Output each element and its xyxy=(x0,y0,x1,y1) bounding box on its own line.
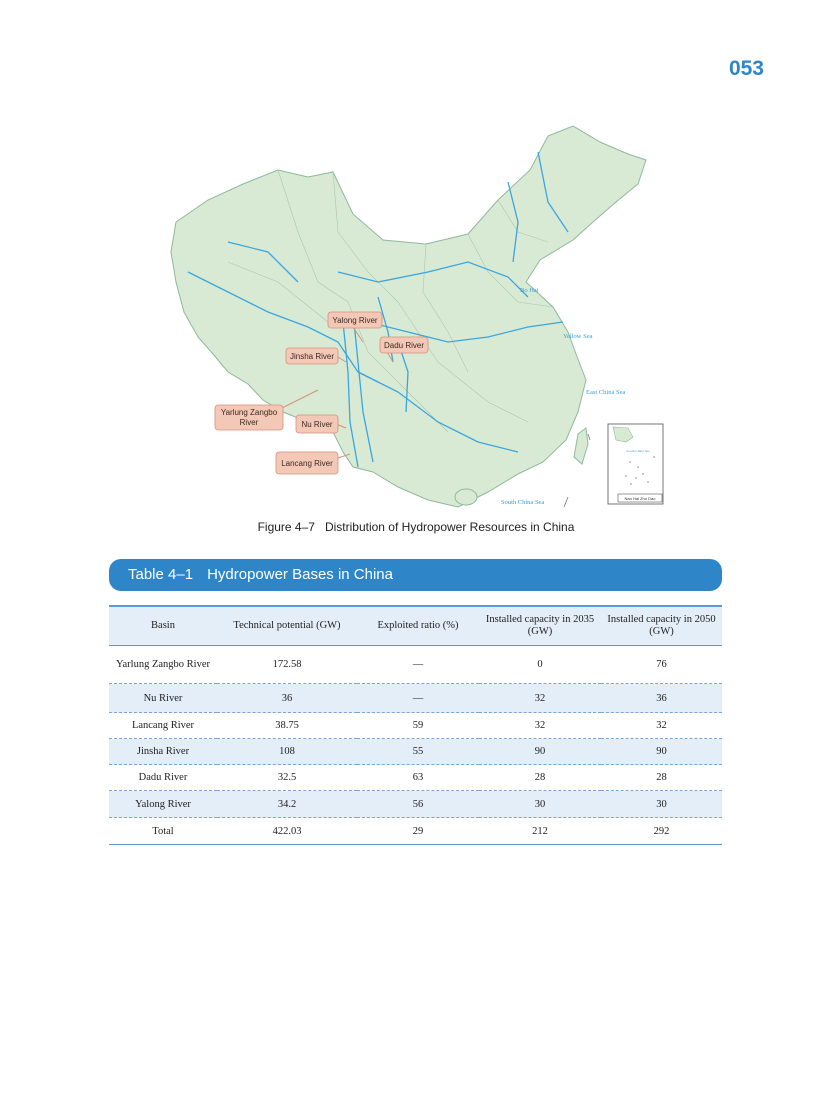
svg-text:Yalong River: Yalong River xyxy=(332,316,378,325)
table-row xyxy=(109,713,722,739)
table-header-row xyxy=(109,606,722,646)
col-header-capacity-2035: Installed capacity in 2035 (GW) xyxy=(479,606,601,646)
china-hydropower-map xyxy=(168,122,668,514)
cell-exploited-ratio: 56 xyxy=(357,791,479,818)
cell-capacity-2035: 30 xyxy=(479,791,601,818)
svg-text:Nu River: Nu River xyxy=(301,420,333,429)
table-row-total xyxy=(109,818,722,845)
cell-technical-potential: 422.03 xyxy=(217,818,357,845)
cell-exploited-ratio: 59 xyxy=(357,713,479,739)
cell-capacity-2050: 76 xyxy=(601,646,722,684)
river-label-jinsha xyxy=(286,348,338,364)
cell-technical-potential: 38.75 xyxy=(217,713,357,739)
river-label-yalong xyxy=(328,312,382,328)
cell-capacity-2050: 90 xyxy=(601,739,722,765)
cell-basin: Total xyxy=(109,818,217,845)
cell-technical-potential: 108 xyxy=(217,739,357,765)
cell-capacity-2035: 0 xyxy=(479,646,601,684)
cell-exploited-ratio: 63 xyxy=(357,765,479,791)
svg-text:Nan Hai Zhu Dao: Nan Hai Zhu Dao xyxy=(624,496,656,501)
svg-text:South China Sea: South China Sea xyxy=(626,449,650,453)
table-row xyxy=(109,791,722,818)
table-row xyxy=(109,739,722,765)
page-number: 053 xyxy=(728,57,764,80)
river-label-dadu xyxy=(380,337,428,353)
cell-capacity-2050: 292 xyxy=(601,818,722,845)
cell-capacity-2035: 212 xyxy=(479,818,601,845)
cell-exploited-ratio: — xyxy=(357,684,479,713)
sea-label-bohai: Bo Hai xyxy=(520,287,539,294)
cell-capacity-2035: 32 xyxy=(479,713,601,739)
figure-caption-text: Distribution of Hydropower Resources in China xyxy=(324,520,575,534)
cell-basin: Yarlung Zangbo River xyxy=(109,646,217,684)
cell-basin: Dadu River xyxy=(109,765,217,791)
table-row xyxy=(109,684,722,713)
river-label-yarlung-line2: River xyxy=(239,418,259,427)
table-title-banner xyxy=(109,559,722,591)
svg-text:Lancang River: Lancang River xyxy=(281,459,333,468)
cell-exploited-ratio: 55 xyxy=(357,739,479,765)
col-header-basin: Basin xyxy=(109,606,217,646)
cell-capacity-2050: 28 xyxy=(601,765,722,791)
cell-technical-potential: 32.5 xyxy=(217,765,357,791)
river-label-lancang xyxy=(276,452,338,474)
sea-label-east-china: East China Sea xyxy=(586,389,626,396)
cell-capacity-2050: 32 xyxy=(601,713,722,739)
sea-label-south-china: South China Sea xyxy=(501,499,545,506)
cell-basin: Jinsha River xyxy=(109,739,217,765)
table-row xyxy=(109,765,722,791)
col-header-capacity-2050: Installed capacity in 2050 (GW) xyxy=(601,606,722,646)
cell-capacity-2035: 90 xyxy=(479,739,601,765)
river-label-nu xyxy=(296,415,338,433)
cell-capacity-2035: 32 xyxy=(479,684,601,713)
cell-capacity-2050: 36 xyxy=(601,684,722,713)
svg-text:Jinsha River: Jinsha River xyxy=(289,352,335,361)
col-header-exploited-ratio: Exploited ratio (%) xyxy=(357,606,479,646)
taiwan-island xyxy=(574,428,588,464)
cell-technical-potential: 172.58 xyxy=(217,646,357,684)
sea-label-yellow: Yellow Sea xyxy=(563,333,593,340)
hainan-island xyxy=(455,489,477,505)
table-row xyxy=(109,646,722,684)
south-china-sea-inset xyxy=(608,424,663,504)
cell-basin: Yalong River xyxy=(109,791,217,818)
cell-basin: Lancang River xyxy=(109,713,217,739)
table-title: Hydropower Bases in China xyxy=(207,566,393,583)
cell-technical-potential: 36 xyxy=(217,684,357,713)
svg-text:Dadu River: Dadu River xyxy=(383,341,425,350)
hydropower-bases-table xyxy=(109,605,722,845)
river-label-yarlung-zangbo xyxy=(215,405,283,430)
figure-caption xyxy=(0,520,816,534)
river-label-yarlung-line1: Yarlung Zangbo xyxy=(220,408,278,417)
col-header-technical-potential: Technical potential (GW) xyxy=(217,606,357,646)
table-number: Table 4–1 xyxy=(128,566,194,583)
figure-number: Figure 4–7 xyxy=(257,520,315,534)
cell-capacity-2035: 28 xyxy=(479,765,601,791)
cell-capacity-2050: 30 xyxy=(601,791,722,818)
cell-exploited-ratio: — xyxy=(357,646,479,684)
cell-exploited-ratio: 29 xyxy=(357,818,479,845)
cell-basin: Nu River xyxy=(109,684,217,713)
cell-technical-potential: 34.2 xyxy=(217,791,357,818)
